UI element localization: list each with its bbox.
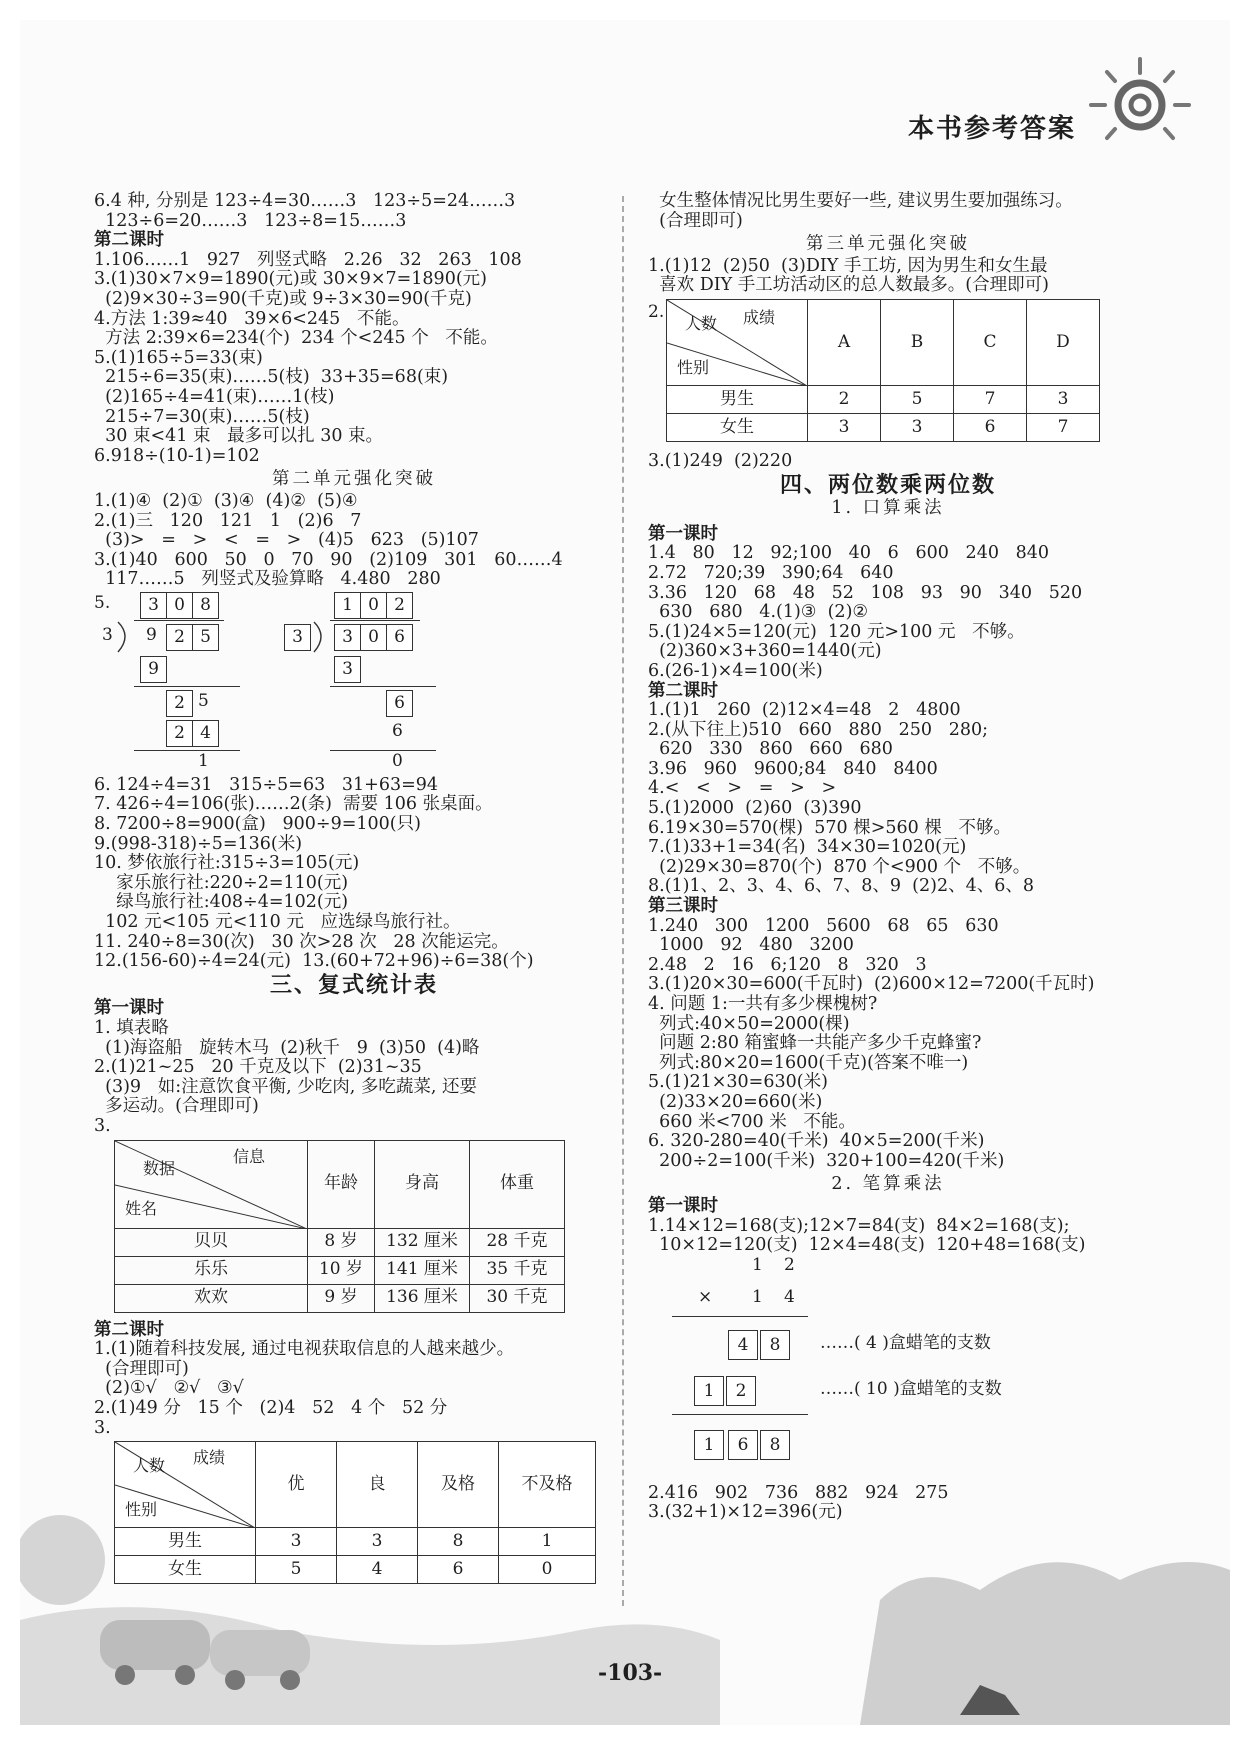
- digit-box: 2: [386, 592, 413, 619]
- table-cell: 132 厘米: [375, 1228, 470, 1256]
- digit: 9: [146, 624, 157, 645]
- subtract-line: [330, 750, 436, 751]
- answer-line: 6. 320-280=40(千米) 40×5=200(千米): [648, 1131, 985, 1152]
- column-header: 体重: [470, 1140, 565, 1228]
- table-cell: 女生: [667, 413, 808, 441]
- digit-box: 0: [166, 592, 193, 619]
- digit-box: 1: [694, 1430, 724, 1460]
- digit-box: 3: [334, 624, 361, 651]
- stats-table-1: [114, 1140, 565, 1313]
- answer-line: 3.96 960 9600;84 840 8400: [648, 758, 938, 779]
- answer-line: 630 680 4.(1)③ (2)②: [648, 602, 869, 623]
- answer-line: 12.(156-60)÷4=24(元) 13.(60+72+96)÷6=38(个): [94, 951, 534, 972]
- unit-heading: 第三单元强化突破: [806, 234, 970, 255]
- partial-note: ……( 4 )盒蜡笔的支数: [820, 1332, 991, 1353]
- sun-swirl-icon: [1085, 55, 1195, 155]
- table-cell: 5: [256, 1556, 337, 1584]
- answer-line: 3.(1)20×30=600(千瓦时) (2)600×12=7200(千瓦时): [648, 974, 1095, 995]
- column-header: C: [954, 299, 1027, 385]
- answer-line: (1)海盗船 旋转木马 (2)秋千 9 (3)50 (4)略: [94, 1037, 480, 1058]
- table-cell: 6: [954, 413, 1027, 441]
- product-line: [672, 1316, 808, 1317]
- answer-line: 4.< < > = > >: [648, 778, 837, 799]
- divisor: 3: [102, 624, 113, 645]
- partial-note: ……( 10 )盒蜡笔的支数: [820, 1378, 1002, 1399]
- answer-line: 5.(1)165÷5=33(束): [94, 347, 263, 368]
- digit: 1: [752, 1254, 763, 1275]
- answer-line: 6. 124÷4=31 315÷5=63 31+63=94: [94, 774, 439, 795]
- diagonal-header-cell: [115, 1140, 308, 1228]
- division-bar: [330, 620, 420, 621]
- answer-line: 3.(1)30×7×9=1890(元)或 30×9×7=1890(元): [94, 269, 487, 290]
- table-cell: 141 厘米: [375, 1256, 470, 1284]
- column-header: 年龄: [308, 1140, 375, 1228]
- answer-line: 10×12=120(支) 12×4=48(支) 120+48=168(支): [648, 1235, 1086, 1256]
- digit: 2: [784, 1254, 795, 1275]
- answer-line: 7.(1)33+1=34(名) 34×30=1020(元): [648, 837, 967, 858]
- vertical-multiplication: [648, 1256, 1128, 1484]
- answer-line: (2)360×3+360=1440(元): [648, 641, 882, 662]
- table-cell: 28 千克: [470, 1228, 565, 1256]
- answer-line: 11. 240÷8=30(次) 30 次>28 次 28 次能运完。: [94, 931, 509, 952]
- digit-box: 6: [386, 624, 413, 651]
- table-cell: 5: [881, 385, 954, 413]
- remainder: 0: [392, 750, 403, 771]
- answer-line: 问题 2:80 箱蜜蜂一共能产多少千克蜂蜜?: [648, 1033, 982, 1054]
- digit-box: 3: [284, 624, 311, 651]
- answer-line: 3.(1)40 600 50 0 70 90 (2)109 301 60……4: [94, 549, 563, 570]
- section-heading: 2. 笔算乘法: [831, 1174, 945, 1195]
- answer-line: 4. 问题 1:一共有多少棵槐树?: [648, 994, 878, 1014]
- digit-box: 1: [334, 592, 361, 619]
- digit-box: 4: [192, 720, 219, 747]
- answer-line: (2)33×20=660(米): [648, 1091, 823, 1112]
- answer-line: 215÷6=35(束)……5(枝) 33+35=68(束): [94, 367, 449, 388]
- table-cell: 3: [256, 1528, 337, 1556]
- digit-box: 8: [760, 1430, 790, 1460]
- answer-line: 30 束<41 束 最多可以扎 30 束。: [94, 426, 384, 447]
- column-header: 良: [337, 1442, 418, 1528]
- digit: 4: [784, 1286, 795, 1307]
- subtract-line: [330, 686, 436, 687]
- answer-line: 8. 7200÷8=900(盒) 900÷9=100(只): [94, 814, 421, 835]
- left-column: [94, 192, 614, 1584]
- digit-box: 9: [140, 656, 167, 683]
- diagonal-header-cell: [667, 299, 808, 385]
- table-cell: 男生: [667, 385, 808, 413]
- bottom-scenery-illustration: [20, 1480, 1230, 1725]
- answer-line: 2.416 902 736 882 924 275: [648, 1482, 949, 1503]
- corner-label: 成绩: [193, 1448, 226, 1468]
- corner-label: 人数: [685, 313, 718, 333]
- answer-line: 3.36 120 68 48 52 108 93 90 340 520: [648, 582, 1083, 603]
- answer-line: 3.(1)249 (2)220: [648, 450, 793, 471]
- digit-box: 6: [386, 690, 413, 717]
- answer-line: 6.(26-1)×4=100(米): [648, 660, 823, 681]
- subtract-line: [134, 750, 240, 751]
- answer-line: (2)29×30=870(个) 870 个<900 个 不够。: [648, 856, 1031, 877]
- table-cell: 0: [499, 1556, 596, 1584]
- lesson-heading: 第二课时: [94, 230, 164, 251]
- corner-label: 信息: [233, 1146, 266, 1166]
- digit-box: 2: [166, 624, 193, 651]
- product-line: [672, 1414, 808, 1415]
- digit-box: 8: [760, 1330, 790, 1360]
- table-cell: 35 千克: [470, 1256, 565, 1284]
- answer-line: (2)9×30÷3=90(千克)或 9÷3×30=90(千克): [94, 288, 472, 309]
- table3-wrap: [648, 299, 1128, 442]
- answer-line: 9.(998-318)÷5=136(米): [94, 833, 303, 854]
- corner-label: 成绩: [743, 307, 776, 327]
- answer-line: 2.72 720;39 390;64 640: [648, 562, 894, 583]
- question-number: 3.: [94, 1115, 111, 1136]
- digit-box: 6: [728, 1430, 758, 1460]
- column-header: A: [808, 299, 881, 385]
- lesson-heading: 第二课时: [648, 680, 718, 701]
- answer-line: 5.(1)2000 (2)60 (3)390: [648, 798, 862, 819]
- answer-line: 7. 426÷4=106(张)……2(条) 需要 106 张桌面。: [94, 794, 493, 815]
- answer-line: 10. 梦依旅行社:315÷3=105(元): [94, 853, 360, 874]
- digit-box: 8: [192, 592, 219, 619]
- answer-line: (2)165÷4=41(束)……1(枝): [94, 386, 335, 407]
- table-cell: 3: [881, 413, 954, 441]
- lesson-heading: 第一课时: [648, 1195, 718, 1216]
- answer-line: 1.(1)1 260 (2)12×4=48 2 4800: [648, 700, 961, 721]
- digit-box: 4: [728, 1330, 758, 1360]
- question-number: 3.: [94, 1417, 111, 1438]
- answer-line: 102 元<105 元<110 元 应选绿鸟旅行社。: [94, 912, 461, 933]
- table-cell: 3: [1027, 385, 1100, 413]
- division-bracket: [312, 620, 332, 654]
- answer-line: 5.(1)21×30=630(米): [648, 1072, 828, 1093]
- answer-line: 4.方法 1:39≈40 39×6<245 不能。: [94, 308, 410, 329]
- answer-line: 6.19×30=570(棵) 570 棵>560 棵 不够。: [648, 817, 1012, 838]
- answer-line: 1000 92 480 3200: [648, 935, 854, 956]
- table-cell: 3: [337, 1528, 418, 1556]
- chapter-heading: 三、复式统计表: [269, 971, 438, 998]
- stats-table-3: [666, 299, 1100, 442]
- answer-line: 1.4 80 12 92;100 40 6 600 240 840: [648, 543, 1050, 564]
- answer-line: 2.(从下往上)510 660 880 250 280;: [648, 719, 989, 740]
- table-cell: 10 岁: [308, 1256, 375, 1284]
- digit-box: 0: [360, 592, 387, 619]
- table-cell: 6: [418, 1556, 499, 1584]
- lesson-heading: 第二课时: [94, 1319, 164, 1340]
- division-bar: [134, 620, 224, 621]
- right-column: [648, 192, 1128, 1523]
- column-header: 身高: [375, 1140, 470, 1228]
- long-division-figures: [94, 592, 614, 774]
- answer-line: 1.106……1 927 列竖式略 2.26 32 263 108: [94, 249, 522, 270]
- digit-box: 3: [334, 656, 361, 683]
- question-number: 2.: [648, 301, 665, 322]
- table-cell: 30 千克: [470, 1284, 565, 1312]
- corner-label: 性别: [125, 1500, 158, 1520]
- answer-line: 5.(1)24×5=120(元) 120 元>100 元 不够。: [648, 621, 1025, 642]
- table-cell: 男生: [115, 1528, 256, 1556]
- answer-line: 2.(1)21~25 20 千克及以下 (2)31~35: [94, 1057, 422, 1078]
- section-heading: 1. 口算乘法: [831, 498, 945, 519]
- table-cell: 1: [499, 1528, 596, 1556]
- corner-label: 数据: [143, 1158, 176, 1178]
- digit: 5: [198, 690, 209, 711]
- answer-line: 1. 填表略: [94, 1018, 169, 1038]
- table-cell: 贝贝: [115, 1228, 308, 1256]
- answer-line: 1.(1)④ (2)① (3)④ (4)② (5)④: [94, 490, 358, 511]
- lesson-heading: 第三课时: [648, 896, 718, 917]
- table-cell: 9 岁: [308, 1284, 375, 1312]
- answer-line: 123÷6=20……3 123÷8=15……3: [94, 210, 407, 231]
- digit-box: 2: [166, 720, 193, 747]
- answer-line: 1.14×12=168(支);12×7=84(支) 84×2=168(支);: [648, 1215, 1070, 1236]
- answer-line: 列式:80×20=1600(千克)(答案不唯一): [648, 1052, 969, 1073]
- answer-line: (3)9 如:注意饮食平衡, 少吃肉, 多吃蔬菜, 还要: [94, 1076, 478, 1097]
- digit-box: 3: [140, 592, 167, 619]
- answer-line: 200÷2=100(千米) 320+100=420(千米): [648, 1150, 1005, 1171]
- column-header: 优: [256, 1442, 337, 1528]
- table-cell: 乐乐: [115, 1256, 308, 1284]
- digit: 6: [392, 720, 403, 741]
- table-cell: 136 厘米: [375, 1284, 470, 1312]
- digit: 1: [752, 1286, 763, 1307]
- column-divider: [622, 196, 624, 1606]
- corner-label: 姓名: [125, 1198, 158, 1218]
- column-header: 不及格: [499, 1442, 596, 1528]
- unit-heading: 第二单元强化突破: [272, 469, 436, 490]
- corner-label: 性别: [677, 357, 710, 377]
- answer-line: 多运动。(合理即可): [94, 1096, 259, 1117]
- column-header: 及格: [418, 1442, 499, 1528]
- answer-line: (2)①√ ②√ ③√: [94, 1378, 244, 1399]
- corner-label: 人数: [133, 1456, 166, 1476]
- digit-box: 1: [694, 1376, 724, 1406]
- answer-line: 6.918÷(10-1)=102: [94, 445, 260, 466]
- answer-line: 2.(1)三 120 121 1 (2)6 7: [94, 510, 362, 531]
- digit-box: 5: [192, 624, 219, 651]
- answer-line: 660 米<700 米 不能。: [648, 1111, 856, 1132]
- digit-box: 0: [360, 624, 387, 651]
- answer-line: (合理即可): [94, 1358, 189, 1379]
- table-cell: 8: [418, 1528, 499, 1556]
- table-cell: 3: [808, 413, 881, 441]
- table-cell: 7: [1027, 413, 1100, 441]
- question-number: 5.: [94, 592, 111, 613]
- answer-line: 1.(1)随着科技发展, 通过电视获取信息的人越来越少。: [94, 1339, 515, 1360]
- answer-line: 2.(1)49 分 15 个 (2)4 52 4 个 52 分: [94, 1397, 448, 1418]
- page-number: -103-: [598, 1660, 663, 1686]
- answer-line: 3.(32+1)×12=396(元): [648, 1502, 843, 1523]
- multiply-sign: ×: [698, 1286, 713, 1307]
- answer-line: 117……5 列竖式及验算略 4.480 280: [94, 569, 441, 590]
- answer-line: 女生整体情况比男生要好一些, 建议男生要加强练习。: [648, 191, 1073, 211]
- column-header: B: [881, 299, 954, 385]
- answer-line: 8.(1)1、2、3、4、6、7、8、9 (2)2、4、6、8: [648, 876, 1035, 897]
- lesson-heading: 第一课时: [648, 523, 718, 544]
- table-cell: 女生: [115, 1556, 256, 1584]
- chapter-heading: 四、两位数乘两位数: [779, 471, 996, 498]
- answer-line: (合理即可): [648, 210, 743, 231]
- answer-line: 215÷7=30(束)……5(枝): [94, 406, 310, 427]
- answer-line: 2.48 2 16 6;120 8 320 3: [648, 954, 927, 975]
- answer-line: 6.4 种, 分别是 123÷4=30……3 123÷5=24……3: [94, 191, 516, 211]
- answer-line: 方法 2:39×6=234(个) 234 个<245 个 不能。: [94, 328, 498, 349]
- answer-line: 家乐旅行社:220÷2=110(元): [94, 872, 349, 893]
- division-bracket: [116, 620, 136, 654]
- header-title: 本书参考答案: [908, 114, 1077, 144]
- remainder: 1: [198, 750, 209, 771]
- answer-line: 620 330 860 660 680: [648, 739, 893, 760]
- table-cell: 8 岁: [308, 1228, 375, 1256]
- column-header: D: [1027, 299, 1100, 385]
- answer-line: 列式:40×50=2000(棵): [648, 1013, 850, 1034]
- table-cell: 7: [954, 385, 1027, 413]
- subtract-line: [134, 686, 240, 687]
- answer-line: 1.(1)12 (2)50 (3)DIY 手工坊, 因为男生和女生最: [648, 255, 1048, 276]
- table-cell: 4: [337, 1556, 418, 1584]
- answer-line: 绿鸟旅行社:408÷4=102(元): [94, 892, 349, 913]
- answer-line: 喜欢 DIY 手工坊活动区的总人数最多。(合理即可): [648, 275, 1049, 296]
- lesson-heading: 第一课时: [94, 998, 164, 1019]
- table-cell: 欢欢: [115, 1284, 308, 1312]
- digit-box: 2: [726, 1376, 756, 1406]
- answer-line: 1.240 300 1200 5600 68 65 630: [648, 915, 999, 936]
- answer-line: (3)> = > < = > (4)5 623 (5)107: [94, 530, 479, 551]
- digit-box: 2: [166, 690, 193, 717]
- table-cell: 2: [808, 385, 881, 413]
